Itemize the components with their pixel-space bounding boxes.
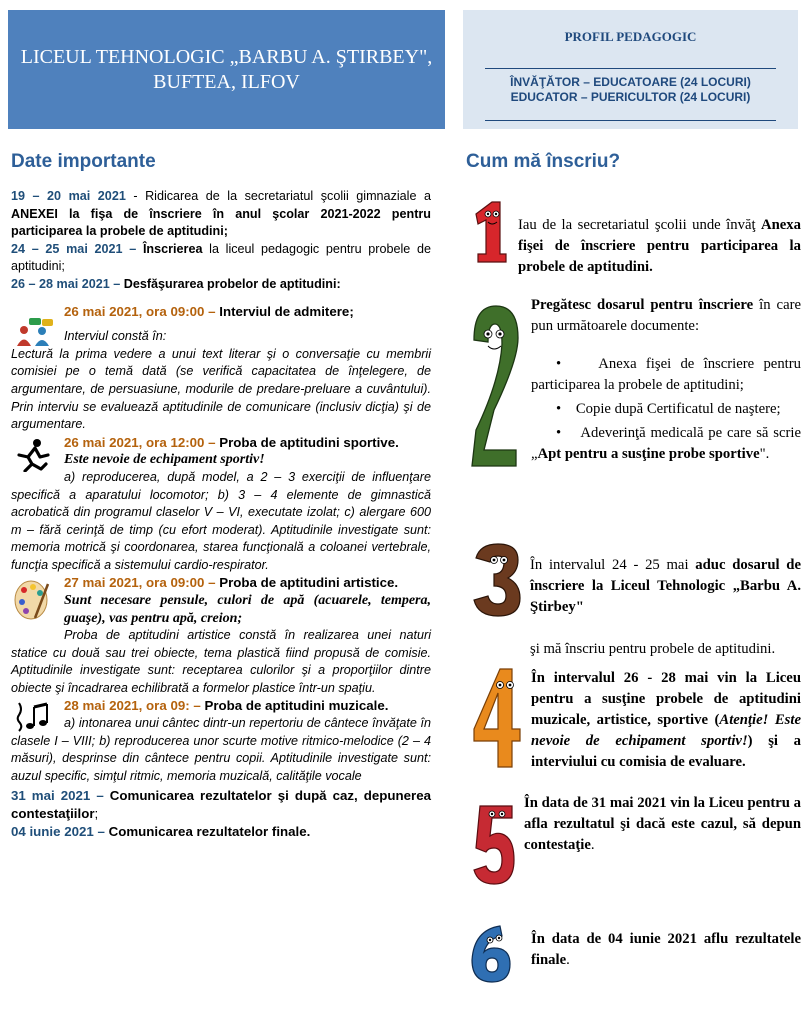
divider: [485, 68, 776, 69]
important-dates: [11, 188, 431, 840]
music-notes-icon: [13, 701, 51, 735]
date-item: 19 – 20 mai 2021 - Ridicarea de la secretariatul şcolii gimnaziale a ANEXEI la fişa de înscriere în anul şcolar 2021-2022 pentru participarea la probele de aptitudini;: [11, 189, 431, 239]
runner-icon: [13, 438, 53, 472]
step-6: În data de 04 iunie 2021 aflu rezultatele finale.: [531, 931, 801, 968]
school-header-banner: [8, 10, 445, 129]
step-3: În intervalul 24 - 25 mai aduc dosarul de înscriere la Liceul Tehnologic „Barbu A. Ştirbey" şi mă înscriu pentru probele de aptitudini.: [530, 557, 801, 657]
position-1: ÎNVĂŢĂTOR – EDUCATOARE (24 LOCURI): [510, 75, 751, 89]
number-5-icon: [472, 800, 516, 890]
event-music: 28 mai 2021, ora 09: – Proba de aptitudini muzicale. a) intonarea unui cântec dintr-un repertoriu de cântece învăţate în clasele I – VIII; b) reproducerea unor scurte motive ritmico-melodice (2 – 4 măsuri), desprinse din cântece pentru copii. Aptitudinile investigate sunt: auzul specific, simţul ritmic, memoria muzicală, calităţile vocale: [11, 698, 431, 783]
event-art: 27 mai 2021, ora 09:00 – Proba de aptitudini artistice. Sunt necesare pensule, culori de apă (acuarele, tempera, guaşe), vas pentru apă, creion; Proba de aptitudini artistice constă în realizarea unei naturi statice cu două sau trei obiecte, tema plastică fiind propusă de comisie. Aptitudinile investigate sunt: receptarea culorilor şi a proporţiilor dintre obiecte şi încadrarea echilibrată a formelor plastice într-un spaţiu.: [11, 575, 431, 695]
number-4-icon: [470, 663, 522, 773]
chat-people-icon: [15, 317, 55, 347]
bullet-item: • Anexa fişei de înscriere pentru participarea la probele de aptitudini;: [531, 356, 801, 393]
date-item: 31 mai 2021 – Comunicarea rezultatelor şi după caz, depunerea contestaţiilor;: [11, 788, 431, 821]
school-name: LICEUL TEHNOLOGIC „BARBU A. ŞTIRBEY",: [20, 45, 433, 68]
event-interview: 26 mai 2021, ora 09:00 – Interviul de admitere; Interviul constă în: Lectură la prima vedere a unui text literar şi o conversaţie cu membrii comisiei pe o temă dată (se verifică capacitatea de înţelegere, de argumentare, de persuasiune, modurile de predare-preluare a cuvântului). Prin interviu se evaluează aptitudinile de comunicare (inclusiv dicţia) şi de argumentare.: [11, 303, 431, 432]
right-section-title: Cum mă înscriu?: [466, 151, 621, 172]
number-1-icon: [466, 196, 512, 266]
step-4: În intervalul 26 - 28 mai vin la Liceu pentru a susţine probele de aptitudini muzicale, artistice, sportive (Atenţie! Este nevoie de echipament sportiv!) şi a interviului cu comisia de evaluare.: [531, 670, 801, 770]
number-6-icon: [466, 920, 516, 986]
left-section-title: Date importante: [11, 151, 156, 172]
school-location: BUFTEA, ILFOV: [153, 70, 300, 93]
bullet-item: • Copie după Certificatul de naştere;: [556, 401, 781, 417]
step-5: În data de 31 mai 2021 vin la Liceu pentru a afla rezultatul şi dacă este cazul, să depun contestaţie.: [524, 795, 801, 853]
position-2: EDUCATOR – PUERICULTOR (24 LOCURI): [510, 90, 751, 104]
date-item: 04 iunie 2021 – Comunicarea rezultatelor finale.: [11, 823, 311, 839]
profile-title: PROFIL PEDAGOGIC: [564, 29, 697, 44]
bullet-item: • Adeverinţă medicală pe care să scrie „Apt pentru a susţine probe sportive".: [531, 425, 801, 462]
profile-header-box: [463, 10, 798, 129]
event-sport: 26 mai 2021, ora 12:00 – Proba de aptitudini sportive. Este nevoie de echipament sportiv! a) reproducerea, după model, a 2 – 3 exerciţii de influenţare specifică a aparatului locomotor; b) 3 – 4 elemente de gimnastică acrobatică din programul claselor V – VI, executate izolat; c) alergare 600 m – fără cerinţă de timp (cu efort moderat). Aptitudinile investigate sunt: memoria motrică şi coordonarea, starea funcţională a coloanei vertebrale, funcţia specifică a sistemului cardio-respirator.: [11, 434, 431, 572]
step-1: Iau de la secretariatul şcolii unde învăţ Anexa fişei de înscriere pentru participarea la probele de aptitudini.: [518, 217, 801, 275]
number-2-icon: [466, 300, 524, 470]
paint-palette-icon: [13, 578, 51, 622]
step-2: Pregătesc dosarul pentru înscriere în care pun următoarele documente: • Anexa fişei de înscriere pentru participarea la probele de aptitudini; • Copie după Certificatul de naştere; • Adeverinţă medicală pe care să scrie „Apt pentru a susţine probe sportive".: [531, 295, 801, 465]
date-item: 24 – 25 mai 2021 – Înscrierea la liceul pedagogic pentru probele de aptitudini;: [11, 241, 431, 274]
divider: [485, 120, 776, 121]
date-item: 26 – 28 mai 2021 – Desfăşurarea probelor de aptitudini:: [11, 276, 341, 291]
